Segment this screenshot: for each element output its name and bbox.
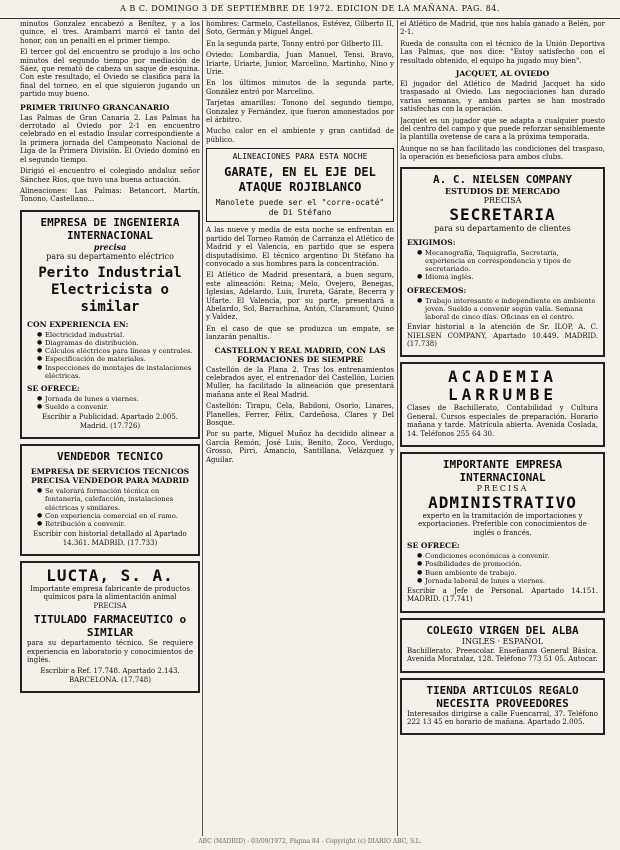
page-header: A B C. DOMINGO 3 DE SEPTIEMBRE DE 1972. EDICION DE LA MAÑANA. PAG. 84.: [0, 4, 620, 19]
article-paragraph: En los últimos minutos de la segunda parte, González entró por Marcelino.: [206, 79, 394, 96]
classified-ad-vendedor: [20, 444, 200, 556]
article-paragraph: El Atlético de Madrid presentará, a buen seguro, este alineación: Reina; Melo, Ovejero, Benegas, Iglesias, Adelardo, Luis, Irureta, Gárate, Becerra y Ufarte. El Valencia, por su parte, presentará a Abelardo, Sol, Barrachina, Antón, Claramunt, Quino y Valdez.: [206, 271, 394, 322]
headline-sub: Manolete puede ser el "corre-ocaté" de Di Stéfano: [215, 198, 385, 218]
article-paragraph: El jugador del Atlético de Madrid Jacquet ha sido traspasado al Oviedo. Las negociaciones han durado varias semanas, y ambas partes se han mostrado satisfechas con la operación.: [400, 80, 605, 114]
ad-role: ADMINISTRATIVO: [428, 492, 577, 512]
list-item: ● Idioma inglés.: [417, 273, 598, 281]
ad-text: Interesados dirigirse a calle Fuencarral, 37. Teléfono 222 13 45 en horario de mañana. Apartado 2.005.: [407, 709, 598, 727]
ad-title: TIENDA ARTICULOS REGALO NECESITA PROVEEDORES: [426, 683, 579, 710]
ad-contact: Enviar historial a la atención de Sr. ILOP, A. C. NIELSEN COMPANY, Apartado 10.449. MADRID. (17.738): [407, 323, 598, 348]
article-paragraph: minutos Gonzalez encabezó a Benítez, y a los quince, el tres. Arambarri marcó el tanto del honor, con un penalti en el primer tiempo.: [20, 20, 200, 45]
list-item: ● Jornada de lunes a viernes.: [37, 395, 193, 403]
ad-department: para su departamento de clientes: [434, 223, 571, 233]
list-item: ● Condiciones económicas a convenir.: [417, 552, 598, 560]
column-left: [20, 20, 200, 836]
article-paragraph: Dirigió el encuentro el colegiado andaluz señor Sánchez Ríos, que tuvo una buena actuación.: [20, 167, 200, 184]
classified-ad-academia: [400, 362, 605, 447]
ad-subheading: SE OFRECE:: [27, 383, 80, 393]
article-paragraph: hombres: Carmelo, Castellanos, Estévez, Gilberto II, Soto, Germán y Miguel Ángel.: [206, 20, 394, 37]
article-paragraph: Castellón de la Plana 2. Tras los entrenamientos celebrados ayer, el entrenador del Castellón, Lucien Muller, ha facilitado la alineación que presentará mañana ante el Real Madrid.: [206, 365, 394, 399]
list-item: ● Trabajo interesante e independiente en ambiente joven. Sueldo a convenir según valía. Semana laboral de cinco días. Oficinas en el centro.: [417, 297, 598, 322]
list-item: ● Electricidad industrial.: [37, 331, 193, 339]
list-item: ● Retribución a convenir.: [37, 520, 193, 528]
list-item: ● Posibilidades de promoción.: [417, 560, 598, 568]
list-item: ● Se valorará formación técnica en fontanería, calefacción, instalaciones eléctricas y similares.: [37, 487, 193, 512]
ad-text: para su departamento técnico. Se requiere experiencia en laboratorio y conocimientos de inglés.: [27, 639, 193, 665]
headline-kicker: ALINEACIONES PARA ESTA NOCHE: [232, 152, 368, 162]
article-paragraph: Por su parte, Miguel Muñoz ha decidido alinear a García Remón, José Luis, Benito, Zoco, Verdugo, Grosso, Pirri, Amancio, Santillana, Velázquez y Aguilar.: [206, 430, 394, 464]
list-item: ● Diagramas de distribución.: [37, 339, 193, 347]
ad-subheading: CON EXPERIENCIA EN:: [27, 319, 129, 329]
ad-role: SECRETARIA: [449, 204, 556, 224]
ad-title: ACADEMIA LARRUMBE: [447, 367, 558, 405]
column-middle: [206, 20, 394, 836]
ad-role: Perito Industrial Electricista o similar: [38, 264, 182, 315]
ad-subheading: OFRECEMOS:: [407, 285, 467, 295]
article-paragraph: En el caso de que se produzca un empate, se lanzarán penaltis.: [206, 324, 394, 342]
ad-offer: [37, 395, 193, 411]
article-paragraph: Mucho calor en el ambiente y gran cantidad de público.: [206, 127, 394, 144]
article-paragraph: Las Palmas de Gran Canaria 2. Las Palmas ha derrotado al Oviedo por 2-1 en encuentro celebrado en el estadio Insular correspondiente a la primera jornada del Campeonato Nacional de Liga de la Primera División. El Oviedo dominó en el segundo tiempo.: [20, 113, 200, 164]
article-heading: CASTELLON Y REAL MADRID, CON LAS FORMACIONES DE SIEMPRE: [214, 345, 386, 364]
ad-title: COLEGIO VIRGEN DEL ALBA: [426, 623, 579, 637]
list-item: ● Con experiencia comercial en el ramo.: [37, 512, 193, 520]
article-heading: JACQUET, AL OVIEDO: [455, 69, 550, 79]
ad-role: TITULADO FARMACEUTICO o SIMILAR: [33, 613, 187, 640]
ad-precisa: PRECISA: [476, 483, 529, 493]
list-item: ● Buen ambiente de trabajo.: [417, 569, 598, 577]
page-footer: ABC (MADRID) - 03/09/1972, Página 84 - Copyright (c) DIARIO ABC, S.L.: [198, 838, 422, 845]
ad-title: EMPRESA DE INGENIERIA INTERNACIONAL: [40, 215, 180, 242]
article-paragraph: Tarjetas amarillas: Tonono del segundo tiempo, Gonzalez y Fernández, que fueron amonestados por el árbitro.: [206, 99, 394, 125]
ad-text: experto en la tramitación de importaciones y exportaciones. Preferible con conocimientos de inglés o francés.: [418, 511, 587, 537]
article-paragraph: En la segunda parte, Tonny entró por Gilberto III.: [206, 39, 383, 48]
ad-requirements: [417, 249, 598, 282]
article-paragraph: Oviedo: Lombardia, Juan Manuel, Tensi, Bravo, Iriarte, Uriarte, Junior, Marcelino, Martinho, Nino y Urie.: [206, 51, 394, 77]
classified-ad-colegio: [400, 618, 605, 673]
ad-offer: [417, 297, 598, 322]
list-item: ● Mecanografía, Taquigrafía, Secretaría, experiencia en correspondencia y tipos de secretariado.: [417, 249, 598, 274]
ad-offer: [417, 552, 598, 585]
list-item: ● Jornada laboral de lunes a viernes.: [417, 577, 598, 585]
ad-subheading: EXIGIMOS:: [407, 237, 456, 247]
ad-subtitle: INGLES · ESPAÑOL: [461, 636, 544, 646]
column-divider: [202, 20, 203, 836]
classified-ad-tienda: [400, 678, 605, 736]
article-paragraph: A las nueve y media de esta noche se enfrentan en partido del Torneo Ramón de Carranza el Atlético de Madrid y el Valencia, en partido que se espera disputadísimo. El técnico argentino Di Stéfano ha convocado a sus hombres para la concentración.: [206, 226, 394, 268]
headline-main: GARATE, EN EL EJE DEL ATAQUE ROJIBLANCO: [224, 165, 376, 195]
classified-ad-administrativo: [400, 452, 605, 613]
article-paragraph: Aunque no se han facilitado las condiciones del traspaso, la operación es beneficiosa para ambos clubs.: [400, 144, 605, 162]
column-divider: [397, 20, 398, 836]
classified-ad-nielsen: [400, 167, 605, 358]
article-paragraph: El tercer gol del encuentro se produjo a los ocho minutos del segundo tiempo por mediación de Sáez, que remató de cabeza un saque de esquina. Con este resultado, el Oviedo se clasifica para la final del torneo, en el que siguieron jugando un partido muy bueno.: [20, 48, 200, 99]
classified-ad-lucta: [20, 561, 200, 693]
article-paragraph: el Atlético de Madrid, que nos había ganado a Belén, por 2-1.: [400, 20, 605, 37]
ad-contact: Escribir con historial detallado al Apartado 14.361. MADRID. (17.733): [33, 530, 187, 547]
column-right: [400, 20, 605, 836]
ad-title: A. C. NIELSEN COMPANY: [432, 172, 573, 186]
ad-subtitle: EMPRESA DE SERVICIOS TECNICOS PRECISA VENDEDOR PARA MADRID: [30, 467, 190, 486]
list-item: ● Sueldo a convenir.: [37, 403, 193, 411]
ad-subtitle: ESTUDIOS DE MERCADO: [445, 185, 560, 196]
ad-text: Clases de Bachillerato, Contabilidad y Cultura General. Cursos especiales de preparación. Horario mañana y tarde. Matrícula abierta. Avenida Coslada, 14. Teléfonos 255 64 30.: [407, 404, 598, 438]
ad-contact: Escribir a Publicidad. Apartado 2.005. Madrid. (17.726): [41, 413, 179, 430]
ad-title: LUCTA, S. A.: [46, 565, 174, 585]
article-paragraph: Jacquet es un jugador que se adapta a cualquier puesto del centro del campo y que puede reforzar sensiblemente la plantilla ovetense de cara a la próxima temporada.: [400, 116, 605, 142]
list-item: ● Cálculos eléctricos para líneas y centrales.: [37, 347, 193, 355]
ad-precisa: PRECISA: [483, 195, 522, 205]
list-item: ● Inspecciones de montajes de instalaciones eléctricas.: [37, 364, 193, 380]
list-item: ● Especificación de materiales.: [37, 355, 193, 363]
ad-subheading: SE OFRECE:: [407, 541, 460, 551]
article-headline-box: [206, 148, 394, 222]
article-paragraph: Castellón: Tirapu, Cela, Babiloni, Osorio, Linares, Planelles, Ferrer, Félix, Cardeñosa, Clares y Del Bosque.: [206, 402, 394, 427]
ad-contact: Escribir a Ref. 17.748. Apartado 2.143. BARCELONA. (17.748): [40, 667, 180, 684]
article-paragraph: Alineaciones: Las Palmas: Betancort, Martín, Tonono, Castellano...: [20, 186, 200, 204]
ad-requirements: [37, 487, 193, 528]
article-paragraph: Rueda de consulta con el técnico de la Unión Deportiva Las Palmas, que nos dice: "Estoy satisfecho con el resultado obtenido, el equipo ha jugado muy bien".: [400, 39, 605, 65]
ad-precisa: precisa: [93, 241, 127, 252]
ad-text: Importante empresa fabricante de productos químicos para la alimentación animal PRECISA: [30, 584, 190, 610]
ad-department: para su departamento eléctrico: [46, 251, 174, 261]
ad-requirements: [37, 331, 193, 380]
ad-text: Bachillerato. Preescolar. Enseñanza General Básica. Avenida Moratalaz, 128. Teléfono 773 51 05. Autocar.: [407, 646, 598, 664]
article-heading: PRIMER TRIUNFO GRANCANARIO: [20, 102, 170, 112]
classified-ad-engineering: [20, 210, 200, 439]
ad-contact: Escribir a Jefe de Personal. Apartado 14.151. MADRID. (17.741): [407, 586, 598, 604]
ad-title: VENDEDOR TECNICO: [57, 450, 163, 464]
ad-title: IMPORTANTE EMPRESA INTERNACIONAL: [442, 457, 563, 484]
